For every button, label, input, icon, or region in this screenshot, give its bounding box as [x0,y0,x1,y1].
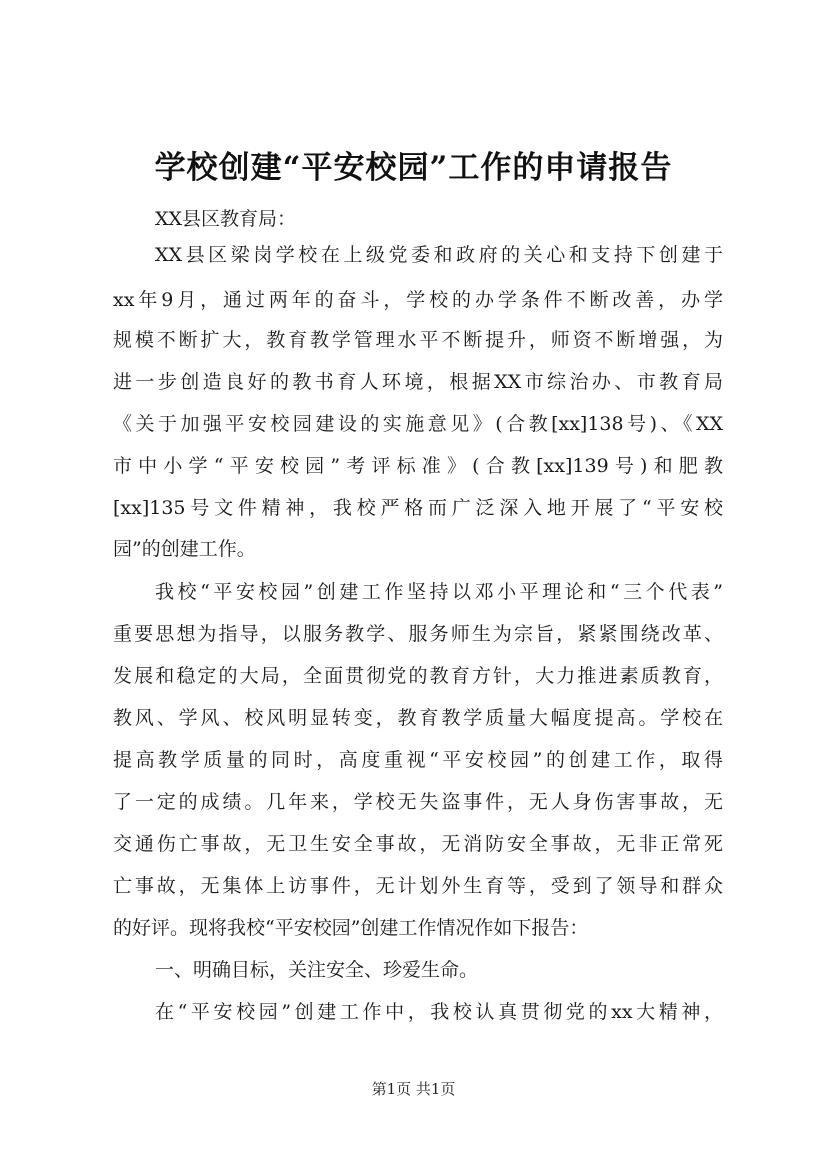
paragraph-line: 重要思想为指导，以服务教学、服务师生为宗旨，紧紧围绕改革、 [113,623,723,645]
document-title: 学校创建“平安校园”工作的申请报告 [154,150,673,186]
paragraph-line: 的好评。现将我校“平安校园”创建工作情况作如下报告： [113,917,589,939]
paragraph-line: 在“平安校园”创建工作中，我校认真贯彻党的xx大精神， [155,1001,723,1023]
paragraph-line: 发展和稳定的大局，全面贯彻党的教育方针，大力推进素质教育， [113,665,723,687]
paragraph-line: XX县区梁岗学校在上级党委和政府的关心和支持下创建于 [155,244,723,266]
paragraph-line: 了一定的成绩。几年来，学校无失盗事件，无人身伤害事故，无 [113,791,723,813]
paragraph-line: 市中小学“平安校园”考评标准》(合教[xx]139号)和肥教 [113,455,723,477]
paragraph-line: 园”的创建工作。 [113,538,256,560]
paragraph-line: 《关于加强平安校园建设的实施意见》(合教[xx]138号)、《XX [113,413,723,435]
paragraph-line: 亡事故，无集体上访事件，无计划外生育等，受到了领导和群众 [113,875,723,897]
section-heading: 一、明确目标，关注安全、珍爱生命。 [155,959,479,981]
paragraph-line: xx年9月，通过两年的奋斗，学校的办学条件不断改善，办学 [113,289,723,311]
paragraph-line: 进一步创造良好的教书育人环境，根据XX市综治办、市教育局 [113,371,723,393]
paragraph-line: [xx]135号文件精神，我校严格而广泛深入地开展了“平安校 [113,497,723,519]
paragraph-line: 规模不断扩大，教育教学管理水平不断提升，师资不断增强，为 [113,329,723,351]
salutation: XX县区教育局： [155,208,297,230]
paragraph-line: 交通伤亡事故，无卫生安全事故，无消防安全事故，无非正常死 [113,833,723,855]
paragraph-line: 提高教学质量的同时，高度重视“平安校园”的创建工作，取得 [113,749,723,771]
paragraph-line: 教风、学风、校风明显转变，教育教学质量大幅度提高。学校在 [113,707,723,729]
page-number: 第1页 共1页 [371,1080,456,1098]
paragraph-line: 我校“平安校园”创建工作坚持以邓小平理论和“三个代表” [155,581,723,603]
